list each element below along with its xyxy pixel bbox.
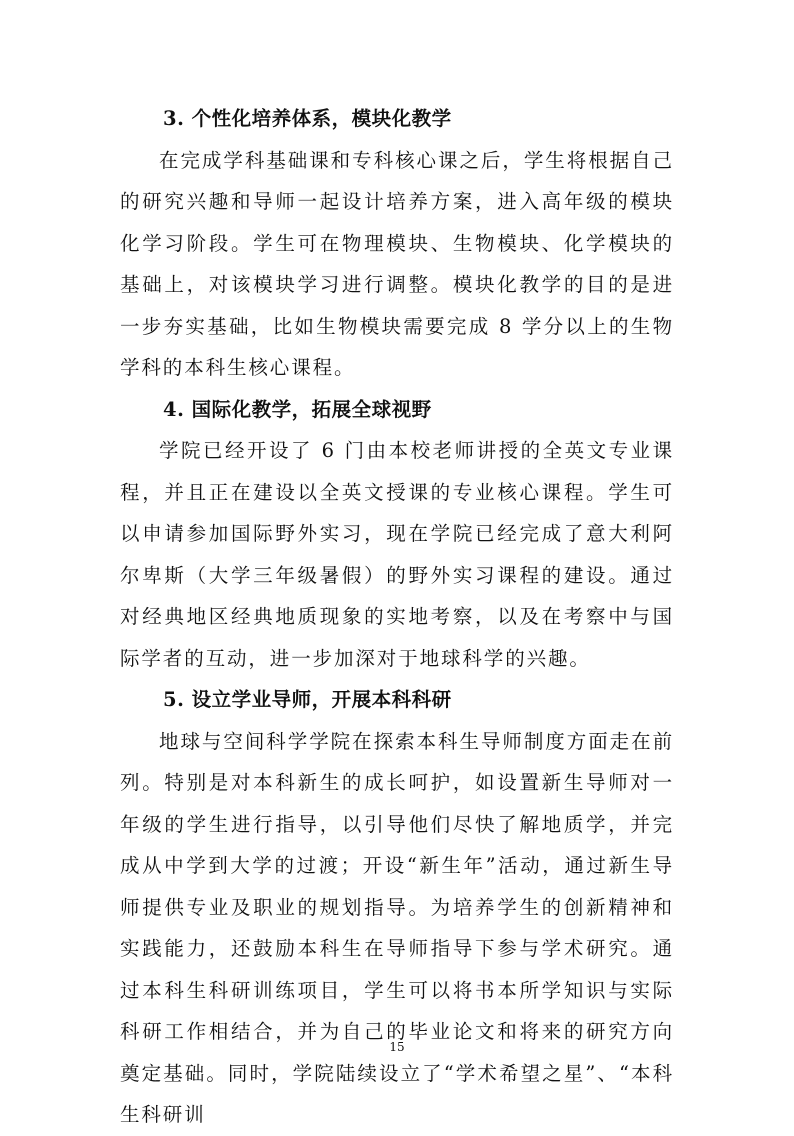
section-paragraph: 在完成学科基础课和专科核心课之后，学生将根据自己的研究兴趣和导师一起设计培养方案，进入高年级的模块化学习阶段。学生可在物理模块、生物模块、化学模块的基础上，对该模块学习进行调整。模块化教学的目的是进一步夯实基础，比如生物模块需要完成 8 学分以上的生物学科的本科生核心课程。 xyxy=(120,148,674,379)
page-number: 15 xyxy=(389,1040,405,1054)
section-personalized-training xyxy=(120,98,674,389)
section-heading: 3. 个性化培养体系，模块化教学 xyxy=(163,107,452,130)
section-paragraph: 地球与空间科学学院在探索本科生导师制度方面走在前列。特别是对本科新生的成长呵护，如设置新生导师对一年级的学生进行指导，以引导他们尽快了解地质学，并完成从中学到大学的过渡；开设“新生年”活动，通过新生导师提供专业及职业的规划指导。为培养学生的创新精神和实践能力，还鼓励本科生在导师指导下参与学术研究。通过本科生科研训练项目，学生可以将书本所学知识与实际科研工作相结合，并为自己的毕业论文和将来的研究方向奠定基础。同时，学院陆续设立了“学术希望之星”、“本科生科研训 xyxy=(120,729,674,1126)
section-international-teaching xyxy=(120,389,674,680)
section-academic-mentors xyxy=(120,679,674,1136)
section-heading: 5. 设立学业导师，开展本科科研 xyxy=(163,688,452,711)
section-heading: 4. 国际化教学，拓展全球视野 xyxy=(163,397,432,421)
section-paragraph: 学院已经开设了 6 门由本校老师讲授的全英文专业课程，并且正在建设以全英文授课的专业核心课程。学生可以申请参加国际野外实习，现在学院已经完成了意大利阿尔卑斯（大学三年级暑假）的野外实习课程的建设。通过对经典地区经典地质现象的实地考察，以及在考察中与国际学者的互动，进一步加深对于地球科学的兴趣。 xyxy=(120,439,674,670)
page-content xyxy=(120,98,674,1136)
